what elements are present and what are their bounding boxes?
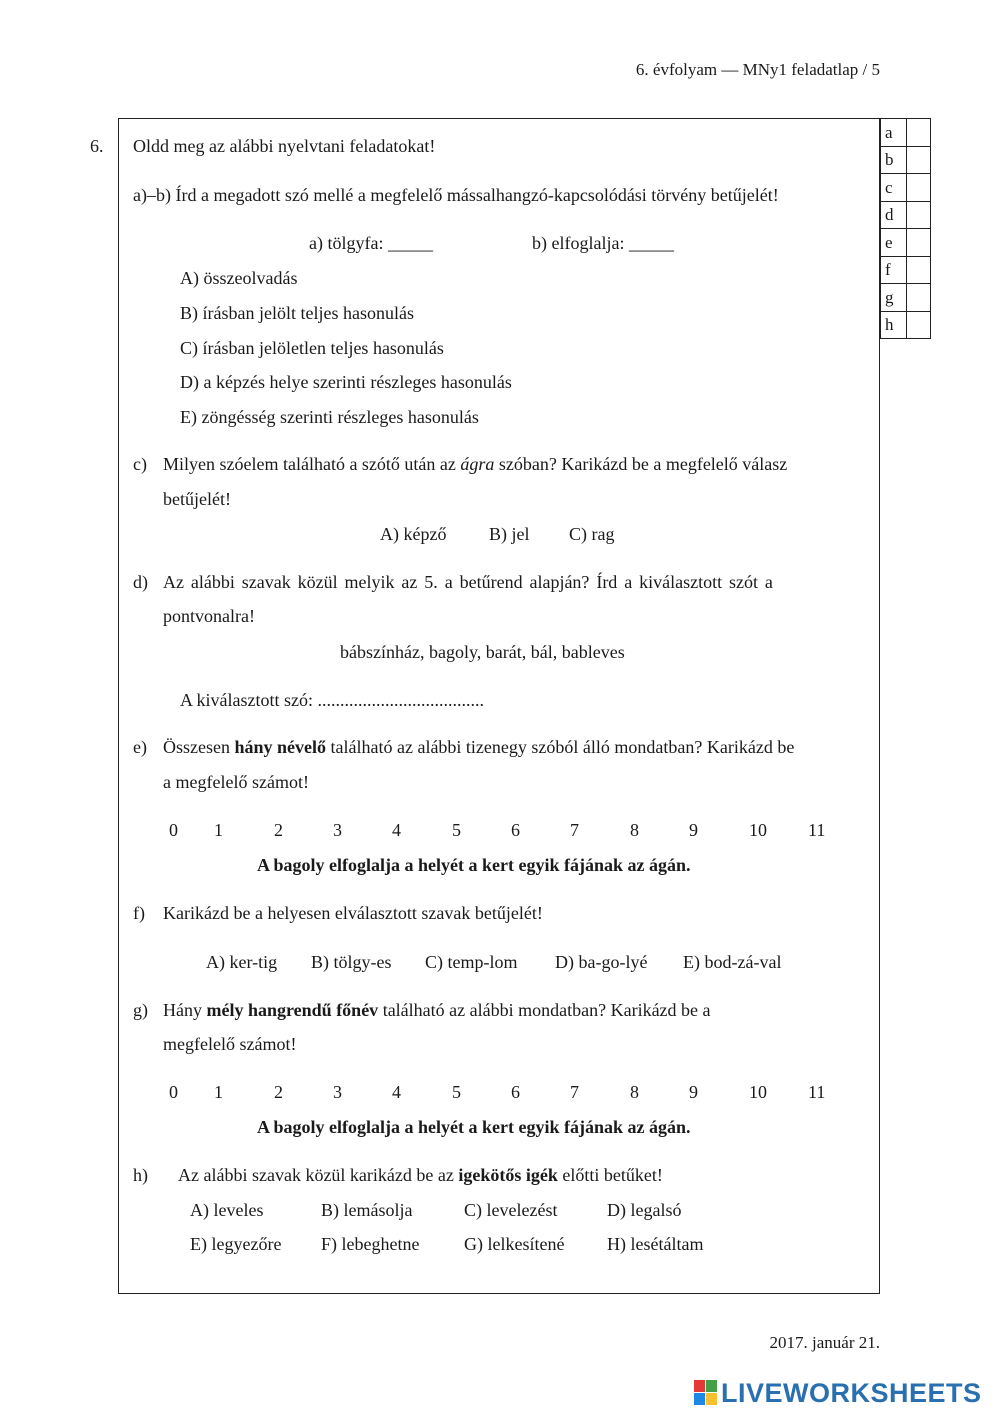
c-text-pre: Milyen szóelem található a szótő után az (163, 454, 461, 474)
d-answer-field[interactable]: A kiválasztott szó: ..................................... (180, 690, 484, 710)
footer-date: 2017. január 21. (769, 1333, 880, 1352)
h-text-pre: Az alábbi szavak közül karikázd be az (178, 1165, 459, 1185)
logo-square (694, 1380, 705, 1392)
score-box[interactable] (907, 146, 931, 174)
g-number-option[interactable]: 8 (630, 1082, 639, 1102)
f-option[interactable]: B) tölgy-es (311, 952, 392, 972)
task-intro: Oldd meg az alábbi nyelvtani feladatokat! (133, 136, 436, 156)
e-number-option[interactable]: 1 (214, 820, 223, 840)
h-option[interactable]: H) lesétáltam (607, 1234, 704, 1254)
e-letter: e) (133, 737, 147, 757)
g-number-option[interactable]: 11 (808, 1082, 826, 1102)
f-option[interactable]: A) ker-tig (206, 952, 278, 972)
task-number: 6. (90, 136, 104, 156)
ab-prompt: a)–b) Írd a megadott szó mellé a megfelelő mássalhangzó-kapcsolódási törvény betűjelét! (133, 185, 779, 205)
e-text-bold: hány névelő (234, 737, 326, 757)
score-label: c (881, 174, 907, 202)
d-letter: d) (133, 572, 148, 592)
f-text: Karikázd be a helyesen elválasztott szavak betűjelét! (163, 903, 543, 923)
score-box[interactable] (907, 119, 931, 147)
f-option[interactable]: C) temp-lom (425, 952, 518, 972)
e-number-option[interactable]: 5 (452, 820, 461, 840)
h-option[interactable]: B) lemásolja (321, 1200, 413, 1220)
h-option[interactable]: G) lelkesítené (464, 1234, 565, 1254)
c-question-line2: betűjelét! (163, 489, 231, 509)
ab-option[interactable]: C) írásban jelöletlen teljes hasonulás (180, 338, 444, 358)
g-sentence: A bagoly elfoglalja a helyét a kert egyik fájának az ágán. (257, 1117, 691, 1137)
e-sentence: A bagoly elfoglalja a helyét a kert egyik fájának az ágán. (257, 855, 691, 875)
e-number-option[interactable]: 3 (333, 820, 342, 840)
c-letter: c) (133, 454, 147, 474)
page-header: 6. évfolyam — MNy1 feladatlap / 5 (635, 60, 880, 79)
score-label: d (881, 201, 907, 229)
c-option[interactable]: C) rag (569, 524, 615, 544)
c-text-post: szóban? Karikázd be a megfelelő válasz (494, 454, 788, 474)
h-option[interactable]: C) levelezést (464, 1200, 558, 1220)
e-text-pre: Összesen (163, 737, 235, 757)
e-number-option[interactable]: 4 (392, 820, 401, 840)
score-box[interactable] (907, 229, 931, 257)
logo-square (706, 1393, 717, 1405)
e-question-line2: a megfelelő számot! (163, 772, 309, 792)
e-number-option[interactable]: 9 (689, 820, 698, 840)
g-number-option[interactable]: 1 (214, 1082, 223, 1102)
g-number-option[interactable]: 5 (452, 1082, 461, 1102)
g-text-bold: mély hangrendű főnév (206, 1000, 379, 1020)
d-text: Az alábbi szavak közül melyik az 5. a betűrend alapján? Írd a kiválasztott szót a (163, 572, 773, 592)
g-number-option[interactable]: 2 (274, 1082, 283, 1102)
score-label: a (881, 119, 907, 147)
liveworksheets-logo (694, 1376, 982, 1410)
h-option[interactable]: E) legyezőre (190, 1234, 282, 1254)
d-question-line2: pontvonalra! (163, 606, 255, 626)
h-text-post: előtti betűket! (557, 1165, 663, 1185)
logo-square (706, 1380, 717, 1392)
score-label: h (881, 311, 907, 339)
e-number-option[interactable]: 11 (808, 820, 826, 840)
g-text-post: található az alábbi mondatban? Karikázd be a (378, 1000, 711, 1020)
h-question-line1 (133, 1165, 663, 1186)
logo-icon (694, 1380, 718, 1406)
ab-option[interactable]: B) írásban jelölt teljes hasonulás (180, 303, 414, 323)
c-text-italic: ágra (460, 454, 495, 474)
e-number-option[interactable]: 0 (169, 820, 178, 840)
f-option[interactable]: E) bod-zá-val (683, 952, 782, 972)
ab-word-a: a) tölgyfa: _____ (309, 233, 433, 253)
logo-text: LIVEWORKSHEETS (721, 1377, 982, 1408)
g-number-option[interactable]: 3 (333, 1082, 342, 1102)
c-option[interactable]: B) jel (489, 524, 530, 544)
e-number-option[interactable]: 10 (749, 820, 767, 840)
score-box[interactable] (907, 201, 931, 229)
g-number-option[interactable]: 9 (689, 1082, 698, 1102)
g-number-option[interactable]: 10 (749, 1082, 767, 1102)
f-option[interactable]: D) ba-go-lyé (555, 952, 648, 972)
g-text-pre: Hány (163, 1000, 207, 1020)
g-question-line2: megfelelő számot! (163, 1034, 297, 1054)
h-option[interactable]: F) lebeghetne (321, 1234, 420, 1254)
e-number-option[interactable]: 7 (570, 820, 579, 840)
score-label: e (881, 229, 907, 257)
d-word-list: bábszínház, bagoly, barát, bál, bableves (340, 642, 625, 662)
score-table (880, 118, 931, 339)
c-question-line1 (133, 454, 787, 475)
score-box[interactable] (907, 256, 931, 284)
e-number-option[interactable]: 2 (274, 820, 283, 840)
score-box[interactable] (907, 174, 931, 202)
g-letter: g) (133, 1000, 148, 1020)
logo-square (694, 1393, 705, 1405)
e-question-line1 (133, 737, 794, 758)
ab-option[interactable]: D) a képzés helye szerinti részleges hasonulás (180, 372, 512, 392)
score-label: g (881, 284, 907, 312)
h-letter: h) (133, 1165, 148, 1185)
score-box[interactable] (907, 311, 931, 339)
h-option[interactable]: D) legalsó (607, 1200, 682, 1220)
g-number-option[interactable]: 6 (511, 1082, 520, 1102)
score-label: b (881, 146, 907, 174)
e-number-option[interactable]: 8 (630, 820, 639, 840)
g-number-option[interactable]: 7 (570, 1082, 579, 1102)
f-letter: f) (133, 903, 145, 923)
e-text-post: található az alábbi tizenegy szóból álló mondatban? Karikázd be (326, 737, 795, 757)
ab-option[interactable]: E) zöngésség szerinti részleges hasonulás (180, 407, 479, 427)
score-label: f (881, 256, 907, 284)
h-text-bold: igekötős igék (458, 1165, 558, 1185)
ab-option[interactable]: A) összeolvadás (180, 268, 298, 288)
g-question-line1 (133, 1000, 711, 1021)
ab-word-b: b) elfoglalja: _____ (532, 233, 674, 253)
g-number-option[interactable]: 0 (169, 1082, 178, 1102)
h-option[interactable]: A) leveles (190, 1200, 264, 1220)
e-number-option[interactable]: 6 (511, 820, 520, 840)
g-number-option[interactable]: 4 (392, 1082, 401, 1102)
f-question-line1 (133, 903, 543, 924)
score-box[interactable] (907, 284, 931, 312)
d-question-line1 (133, 572, 773, 593)
c-option[interactable]: A) képző (380, 524, 447, 544)
